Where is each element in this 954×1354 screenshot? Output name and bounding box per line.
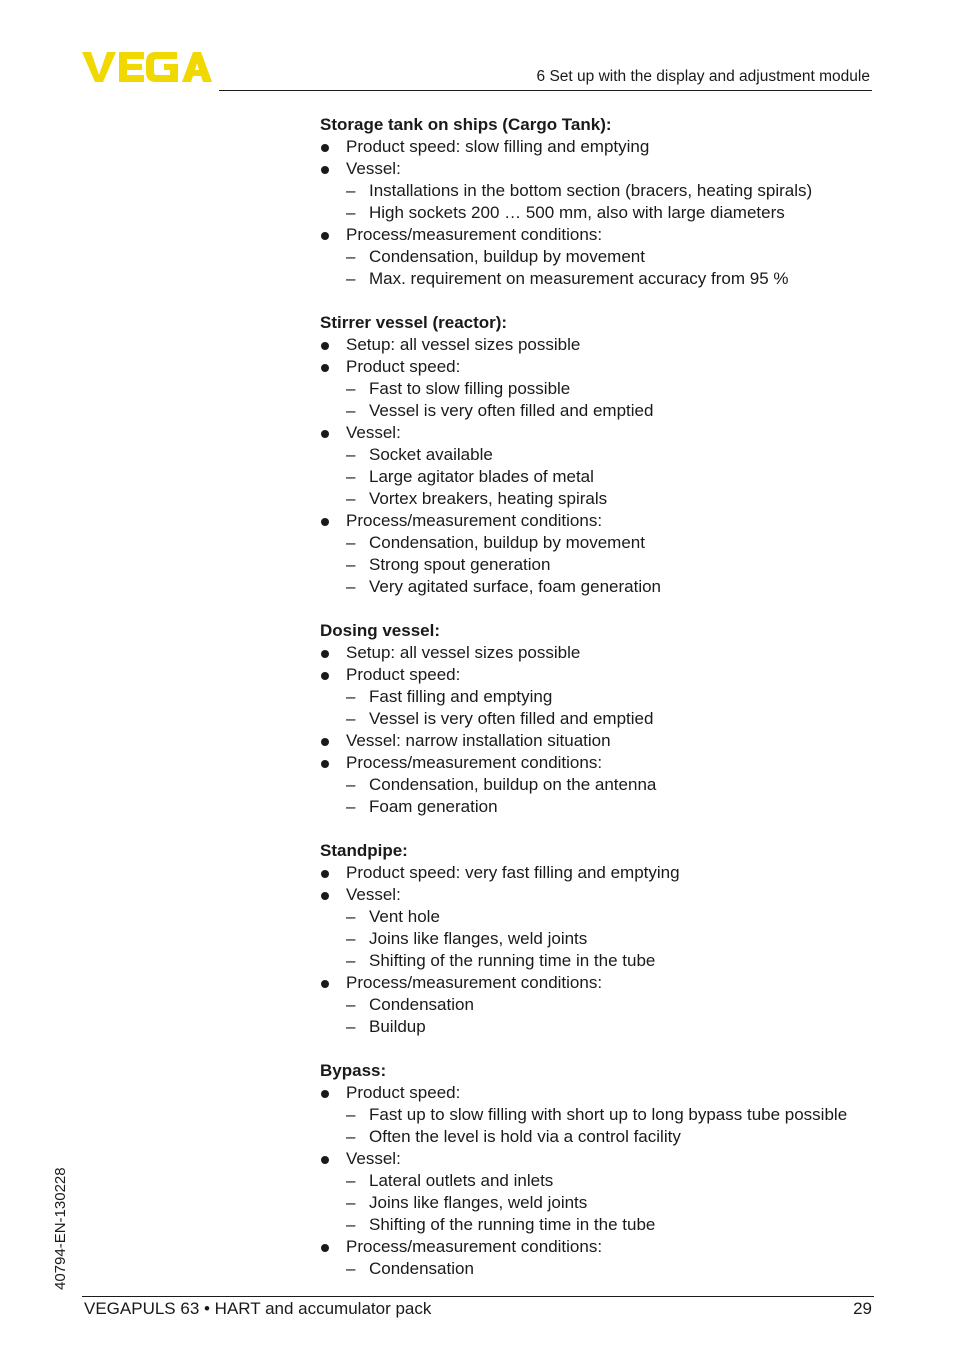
dash-icon: – [346, 379, 356, 398]
list-item [320, 972, 880, 994]
dash-icon: – [346, 1105, 356, 1124]
dash-icon: – [346, 951, 356, 970]
sub-list-item-text: Vessel is very often filled and emptied [369, 709, 654, 728]
list-item-text: Vessel: [346, 1149, 401, 1168]
dash-icon: – [346, 1215, 356, 1234]
sub-list-item [320, 1104, 880, 1126]
sub-list-item [320, 180, 880, 202]
dash-icon: – [346, 203, 356, 222]
sub-list-item [320, 1170, 880, 1192]
bullet-icon [321, 232, 329, 240]
list-item [320, 730, 880, 752]
list-item [320, 356, 880, 378]
list-item [320, 510, 880, 532]
sub-list-item [320, 796, 880, 818]
dash-icon: – [346, 269, 356, 288]
list-item-text: Vessel: narrow installation situation [346, 731, 611, 750]
bullet-icon [321, 1156, 329, 1164]
list-item [320, 1236, 880, 1258]
sub-list-item-text: Shifting of the running time in the tube [369, 1215, 656, 1234]
sub-list-item [320, 708, 880, 730]
bullet-icon [321, 1244, 329, 1252]
dash-icon: – [346, 995, 356, 1014]
bullet-icon [321, 342, 329, 350]
bullet-icon [321, 518, 329, 526]
sub-list-item [320, 950, 880, 972]
dash-icon: – [346, 489, 356, 508]
list-item-text: Product speed: [346, 357, 461, 376]
dash-icon: – [346, 1171, 356, 1190]
sub-list-item-text: Shifting of the running time in the tube [369, 951, 656, 970]
bullet-icon [321, 1090, 329, 1098]
section [320, 114, 880, 290]
sub-list-item-text: Joins like flanges, weld joints [369, 929, 588, 948]
header-divider [219, 90, 872, 91]
sub-list-item-text: Socket available [369, 445, 493, 464]
dash-icon: – [346, 247, 356, 266]
sub-list-item-text: Often the level is hold via a control facility [369, 1127, 681, 1146]
sub-list-item [320, 268, 880, 290]
sub-list-item [320, 378, 880, 400]
dash-icon: – [346, 1193, 356, 1212]
list-item-text: Process/measurement conditions: [346, 753, 603, 772]
sub-list-item-text: Condensation, buildup by movement [369, 533, 645, 552]
list-item-text: Setup: all vessel sizes possible [346, 335, 581, 354]
list-item-text: Vessel: [346, 885, 401, 904]
section [320, 312, 880, 598]
dash-icon: – [346, 1127, 356, 1146]
sub-list-item-text: Very agitated surface, foam generation [369, 577, 662, 596]
sub-list-item [320, 1214, 880, 1236]
sub-list-item-text: Condensation, buildup by movement [369, 247, 645, 266]
dash-icon: – [346, 467, 356, 486]
sub-list-item [320, 202, 880, 224]
list-item [320, 224, 880, 246]
section-heading: Storage tank on ships (Cargo Tank): [320, 115, 612, 134]
list-item [320, 1148, 880, 1170]
list-item [320, 136, 880, 158]
list-item [320, 752, 880, 774]
section [320, 1060, 880, 1280]
sub-list-item-text: Vessel is very often filled and emptied [369, 401, 654, 420]
sub-list-item-text: Vortex breakers, heating spirals [369, 489, 608, 508]
sub-list-item [320, 554, 880, 576]
bullet-icon [321, 760, 329, 768]
bullet-icon [321, 650, 329, 658]
list-item-text: Process/measurement conditions: [346, 973, 603, 992]
dash-icon: – [346, 775, 356, 794]
sub-list-item [320, 576, 880, 598]
list-item-text: Process/measurement conditions: [346, 511, 603, 530]
section-heading: Stirrer vessel (reactor): [320, 313, 508, 332]
sub-list-item-text: Fast filling and emptying [369, 687, 553, 706]
footer-divider [82, 1296, 874, 1297]
sub-list-item-text: Foam generation [369, 797, 498, 816]
sub-list-item-text: Condensation, buildup on the antenna [369, 775, 657, 794]
dash-icon: – [346, 445, 356, 464]
sub-list-item-text: Condensation [369, 1259, 474, 1278]
list-item-text: Product speed: very fast filling and emptying [346, 863, 680, 882]
sub-list-item [320, 488, 880, 510]
dash-icon: – [346, 181, 356, 200]
sub-list-item-text: Buildup [369, 1017, 426, 1036]
section [320, 620, 880, 818]
sub-list-item [320, 1016, 880, 1038]
sub-list-item-text: Lateral outlets and inlets [369, 1171, 554, 1190]
list-item-text: Product speed: [346, 665, 461, 684]
vega-logo [82, 50, 212, 89]
vega-logo-graphic [82, 50, 212, 84]
list-item [320, 334, 880, 356]
sub-list-item-text: Max. requirement on measurement accuracy from 95 % [369, 269, 789, 288]
list-item [320, 422, 880, 444]
list-item [320, 862, 880, 884]
section-heading: Bypass: [320, 1061, 387, 1080]
sub-list-item [320, 994, 880, 1016]
sub-list-item-text: Vent hole [369, 907, 440, 926]
sub-list-item [320, 928, 880, 950]
bullet-icon [321, 980, 329, 988]
bullet-icon [321, 144, 329, 152]
dash-icon: – [346, 555, 356, 574]
dash-icon: – [346, 797, 356, 816]
list-item-text: Product speed: slow filling and emptying [346, 137, 650, 156]
list-item-text: Process/measurement conditions: [346, 225, 603, 244]
list-item-text: Product speed: [346, 1083, 461, 1102]
bullet-icon [321, 430, 329, 438]
sub-list-item-text: Fast to slow filling possible [369, 379, 571, 398]
sub-list-item [320, 686, 880, 708]
dash-icon: – [346, 1259, 356, 1278]
dash-icon: – [346, 929, 356, 948]
dash-icon: – [346, 1017, 356, 1036]
page-number: 29 [853, 1299, 872, 1318]
dash-icon: – [346, 907, 356, 926]
sub-list-item [320, 246, 880, 268]
list-item [320, 158, 880, 180]
list-item-text: Vessel: [346, 423, 401, 442]
sub-list-item [320, 1126, 880, 1148]
dash-icon: – [346, 533, 356, 552]
sub-list-item-text: Fast up to slow filling with short up to long bypass tube possible [369, 1105, 848, 1124]
sub-list-item [320, 1258, 880, 1280]
sub-list-item-text: Large agitator blades of metal [369, 467, 594, 486]
bullet-icon [321, 738, 329, 746]
sub-list-item [320, 400, 880, 422]
sub-list-item [320, 1192, 880, 1214]
sub-list-item-text: High sockets 200 … 500 mm, also with large diameters [369, 203, 785, 222]
document-code: 40794-EN-130228 [52, 1167, 69, 1290]
sub-list-item [320, 444, 880, 466]
list-item-text: Process/measurement conditions: [346, 1237, 603, 1256]
list-item [320, 1082, 880, 1104]
list-item-text: Setup: all vessel sizes possible [346, 643, 581, 662]
sub-list-item-text: Installations in the bottom section (bracers, heating spirals) [369, 181, 813, 200]
list-item [320, 884, 880, 906]
list-item-text: Vessel: [346, 159, 401, 178]
dash-icon: – [346, 401, 356, 420]
sub-list-item-text: Joins like flanges, weld joints [369, 1193, 588, 1212]
bullet-icon [321, 870, 329, 878]
section-heading: Dosing vessel: [320, 621, 440, 640]
main-content [320, 114, 880, 1302]
chapter-title: 6 Set up with the display and adjustment module [536, 68, 870, 85]
sub-list-item [320, 906, 880, 928]
dash-icon: – [346, 687, 356, 706]
bullet-icon [321, 364, 329, 372]
footer-product: VEGAPULS 63 • HART and accumulator pack [84, 1299, 432, 1318]
bullet-icon [321, 166, 329, 174]
sub-list-item [320, 532, 880, 554]
dash-icon: – [346, 577, 356, 596]
dash-icon: – [346, 709, 356, 728]
section-heading: Standpipe: [320, 841, 408, 860]
list-item [320, 664, 880, 686]
list-item [320, 642, 880, 664]
section [320, 840, 880, 1038]
sub-list-item-text: Condensation [369, 995, 474, 1014]
sub-list-item [320, 466, 880, 488]
sub-list-item-text: Strong spout generation [369, 555, 551, 574]
sub-list-item [320, 774, 880, 796]
bullet-icon [321, 892, 329, 900]
bullet-icon [321, 672, 329, 680]
